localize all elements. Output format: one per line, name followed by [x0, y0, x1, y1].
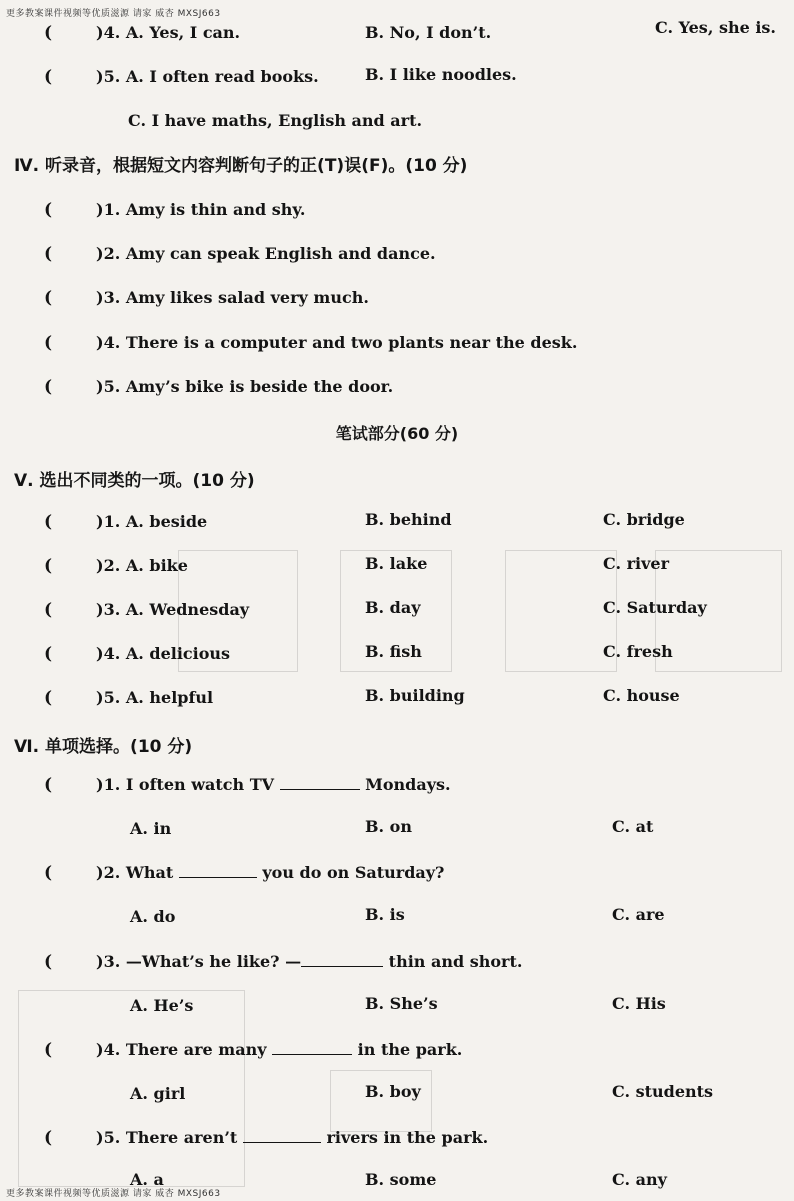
option-b: B. boy	[365, 1082, 421, 1101]
answer-paren[interactable]: (	[44, 67, 53, 87]
option-b: B. fish	[365, 642, 422, 661]
question-suffix: in the park.	[352, 1040, 463, 1059]
answer-paren[interactable]: (	[44, 333, 53, 353]
option-a: )5. A. helpful	[96, 688, 214, 707]
answer-paren[interactable]: (	[44, 556, 53, 576]
question-prefix: )5. There aren’t	[96, 1128, 243, 1147]
fill-blank[interactable]	[301, 966, 383, 967]
question-text	[96, 1040, 462, 1059]
statement-text: )3. Amy likes salad very much.	[96, 288, 369, 307]
fill-blank[interactable]	[272, 1054, 352, 1055]
option-a: )4. A. delicious	[96, 644, 231, 663]
option-b: B. lake	[365, 554, 428, 573]
option-b: B. She’s	[365, 994, 438, 1013]
section-title-multiple-choice: Ⅵ. 单项选择。(10 分)	[14, 737, 193, 757]
question-prefix: )3. —What’s he like? —	[96, 952, 302, 971]
answer-paren[interactable]: (	[44, 1128, 53, 1148]
option-b: B. day	[365, 598, 421, 617]
option-c: C. any	[612, 1170, 667, 1189]
fill-blank[interactable]	[280, 789, 360, 790]
question-text	[96, 775, 451, 794]
option-c: C. Saturday	[603, 598, 707, 617]
answer-paren[interactable]: (	[44, 644, 53, 664]
ghost-picture-frame	[330, 1070, 432, 1132]
question-suffix: rivers in the park.	[320, 1128, 489, 1147]
option-a: A. He’s	[130, 996, 194, 1015]
fill-blank[interactable]	[243, 1142, 321, 1143]
answer-paren[interactable]: (	[44, 288, 53, 308]
answer-paren[interactable]: (	[44, 863, 53, 883]
watermark-bottom: 更多教案课件视频等优质滋源 请家 威杏 MXSJ663	[6, 1189, 221, 1199]
section-title-listening: Ⅳ. 听录音，根据短文内容判断句子的正(T)误(F)。(10 分)	[14, 156, 468, 176]
option-c: C. at	[612, 817, 654, 836]
question-suffix: Mondays.	[359, 775, 451, 794]
ghost-picture-frame	[505, 550, 617, 672]
option-c: C. Yes, she is.	[655, 18, 776, 37]
option-b: B. behind	[365, 510, 452, 529]
section-title-odd-one-out: Ⅴ. 选出不同类的一项。(10 分)	[14, 471, 255, 491]
option-a: A. do	[130, 907, 176, 926]
option-c: C. I have maths, English and art.	[128, 111, 423, 130]
option-a: A. girl	[130, 1084, 186, 1103]
watermark-top: 更多教案课件视频等优质滋源 请家 威杏 MXSJ663	[6, 9, 221, 19]
answer-paren[interactable]: (	[44, 952, 53, 972]
option-a: )2. A. bike	[96, 556, 188, 575]
option-c: C. bridge	[603, 510, 685, 529]
option-c: C. are	[612, 905, 665, 924]
question-prefix: )1. I often watch TV	[96, 775, 280, 794]
statement-text: )5. Amy’s bike is beside the door.	[96, 377, 394, 396]
option-c: C. river	[603, 554, 670, 573]
option-a: )3. A. Wednesday	[96, 600, 250, 619]
answer-paren[interactable]: (	[44, 512, 53, 532]
answer-paren[interactable]: (	[44, 688, 53, 708]
question-prefix: )2. What	[96, 863, 179, 882]
statement-text: )1. Amy is thin and shy.	[96, 200, 306, 219]
option-b: B. is	[365, 905, 405, 924]
statement-text: )2. Amy can speak English and dance.	[96, 244, 436, 263]
question-text	[96, 952, 522, 971]
question-suffix: you do on Saturday?	[256, 863, 445, 882]
answer-paren[interactable]: (	[44, 200, 53, 220]
option-b: B. I like noodles.	[365, 65, 517, 84]
written-part-title: 笔试部分(60 分)	[335, 424, 459, 443]
option-c: C. students	[612, 1082, 714, 1101]
answer-paren[interactable]: (	[44, 775, 53, 795]
question-prefix: )4. There are many	[96, 1040, 273, 1059]
option-c: C. His	[612, 994, 666, 1013]
answer-paren[interactable]: (	[44, 1040, 53, 1060]
answer-paren[interactable]: (	[44, 600, 53, 620]
option-a: A. a	[130, 1170, 164, 1189]
option-c: C. house	[603, 686, 680, 705]
statement-text: )4. There is a computer and two plants near the desk.	[96, 333, 578, 352]
option-a: A. in	[130, 819, 172, 838]
question-text	[96, 1128, 488, 1147]
answer-paren[interactable]: (	[44, 244, 53, 264]
answer-paren[interactable]: (	[44, 377, 53, 397]
question-suffix: thin and short.	[383, 952, 523, 971]
question-text: )5. A. I often read books.	[96, 67, 319, 86]
option-a: )1. A. beside	[96, 512, 208, 531]
fill-blank[interactable]	[179, 877, 257, 878]
option-b: B. No, I don’t.	[365, 23, 492, 42]
option-b: B. some	[365, 1170, 437, 1189]
option-b: B. building	[365, 686, 465, 705]
question-text	[96, 863, 444, 882]
question-text: )4. A. Yes, I can.	[96, 23, 241, 42]
answer-paren[interactable]: (	[44, 23, 53, 43]
option-b: B. on	[365, 817, 412, 836]
option-c: C. fresh	[603, 642, 673, 661]
